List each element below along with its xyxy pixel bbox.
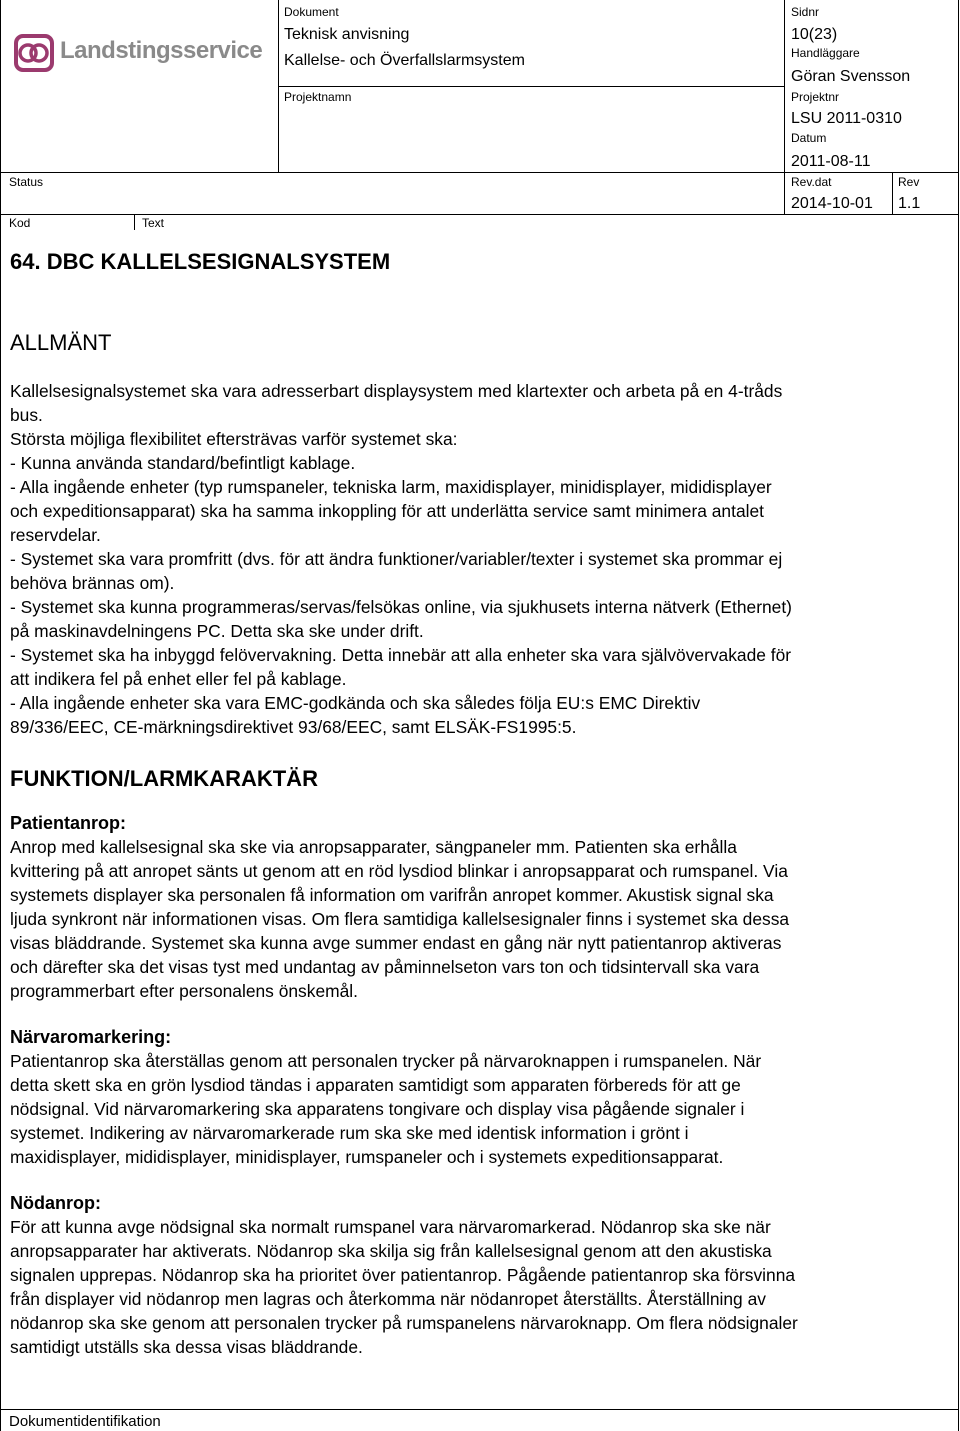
handlaggare-label: Handläggare xyxy=(791,46,860,60)
text-line: kvittering på att anropet sänts ut genom att en röd lysdiod blinkar i anropsapparat och rumspanel. Via xyxy=(10,861,788,881)
sidnr-label: Sidnr xyxy=(791,5,820,19)
text-line: reservdelar. xyxy=(10,525,101,545)
text-line: att indikera fel på enhet eller fel på kablage. xyxy=(10,669,347,689)
text-line: Kallelsesignalsystemet ska vara adresserbart displaysystem med klartexter och arbeta på en 4-tråds xyxy=(10,381,783,401)
projektnr-label: Projektnr xyxy=(791,90,840,104)
dokument-line-1: Teknisk anvisning xyxy=(284,26,410,43)
projektnamn-label: Projektnamn xyxy=(284,90,352,104)
rev-value: 1.1 xyxy=(898,195,921,212)
text-line: 89/336/EEC, CE-märkningsdirektivet 93/68/EEC, samt ELSÄK-FS1995:5. xyxy=(10,717,577,737)
landstingsservice-logo-icon xyxy=(14,34,54,72)
revdat-value: 2014-10-01 xyxy=(791,195,873,212)
rev-label: Rev xyxy=(898,175,920,189)
projektnr-value: LSU 2011-0310 xyxy=(791,110,902,127)
text-line: programmerbart efter personalens önskemål. xyxy=(10,981,358,1001)
logo-text: Landstingsservice xyxy=(60,37,263,64)
text-line: Anrop med kallelsesignal ska ske via anropsapparater, sängpaneler mm. Patienten ska erhålla xyxy=(10,837,737,857)
text-line: Patientanrop ska återställas genom att personalen trycker på närvaroknappen i rumspanelen. När xyxy=(10,1051,762,1071)
footer-label: Dokumentidentifikation xyxy=(9,1413,161,1430)
text-line: - Systemet ska vara promfritt (dvs. för att ändra funktioner/variabler/texter i systemet ska prommar ej xyxy=(10,549,783,569)
status-label: Status xyxy=(9,175,44,189)
text-line: - Systemet ska kunna programmeras/servas/felsökas online, via sjukhusets interna nätverk (Ethernet) xyxy=(10,597,792,617)
text-line: - Alla ingående enheter (typ rumspaneler, tekniska larm, maxidisplayer, minidisplayer, mididisplayer xyxy=(10,477,772,497)
narvaromarkering-paragraph xyxy=(10,1049,950,1169)
text-line: visas bläddrande. Systemet ska kunna avge summer endast en gång när nytt patientanrop aktiveras xyxy=(10,933,782,953)
text-line: systemet. Indikering av närvaromarkerade rum ska ske med identisk information i grönt i xyxy=(10,1123,689,1143)
nodanrop-heading: Nödanrop: xyxy=(10,1193,101,1213)
allmant-heading: ALLMÄNT xyxy=(10,330,112,355)
nodanrop-paragraph xyxy=(10,1215,950,1359)
patientanrop-paragraph xyxy=(10,835,950,1003)
text-line: detta skett ska en grön lysdiod tändas i apparaten samtidigt som apparaten förbereds för att ge xyxy=(10,1075,741,1095)
text-line: och expeditionsapparat) ska ha samma inkoppling för att underlätta service samt minimera antalet xyxy=(10,501,764,521)
text-line: från displayer vid nödanrop men lagras och återkomma när nödanropet återställts. Återställning av xyxy=(10,1289,766,1309)
narvaromarkering-heading: Närvaromarkering: xyxy=(10,1027,172,1047)
frame-bottom xyxy=(0,1409,959,1410)
dokument-label: Dokument xyxy=(284,5,339,19)
text-line: behöva brännas om). xyxy=(10,573,175,593)
text-line: på maskinavdelningens PC. Detta ska ske under drift. xyxy=(10,621,424,641)
document-body xyxy=(10,248,950,1359)
text-line: För att kunna avge nödsignal ska normalt rumspanel vara närvaromarkerad. Nödanrop ska ske när xyxy=(10,1217,771,1237)
allmant-paragraph xyxy=(10,379,950,739)
text-line: nödanrop ska ske genom att personalen trycker på rumspanelens närvaroknapp. Om flera nödsignaler xyxy=(10,1313,798,1333)
kod-label: Kod xyxy=(9,216,31,230)
funktion-heading: FUNKTION/LARMKARAKTÄR xyxy=(10,766,318,791)
dokument-line-2: Kallelse- och Överfallslarmsystem xyxy=(284,52,525,69)
text-line: ljuda synkront när informationen visas. Om flera samtidiga kallelsesignaler finns i systemet ska dessa xyxy=(10,909,790,929)
datum-value: 2011-08-11 xyxy=(791,153,871,170)
text-line: samtidigt utställs ska dessa visas bläddrande. xyxy=(10,1337,363,1357)
datum-label: Datum xyxy=(791,131,827,145)
text-line: nödsignal. Vid närvaromarkering ska apparatens tongivare och display visa pågående signaler i xyxy=(10,1099,745,1119)
text-line: maxidisplayer, mididisplayer, minidisplayer, rumspaneler och i systemets expeditionsapparat. xyxy=(10,1147,724,1167)
text-line: anropsapparater har aktiverats. Nödanrop ska skilja sig från kallelsesignal genom att den akustiska xyxy=(10,1241,772,1261)
text-line: - Alla ingående enheter ska vara EMC-godkända och ska således följa EU:s EMC Direktiv xyxy=(10,693,701,713)
patientanrop-heading: Patientanrop: xyxy=(10,813,127,833)
text-line: och därefter ska det visas tyst med undantag av påminnelseton vars ton och tidsintervall ska vara xyxy=(10,957,760,977)
document-title: 64. DBC KALLELSESIGNALSYSTEM xyxy=(10,249,391,274)
text-line: signalen upprepas. Nödanrop ska ha prioritet över patientanrop. Pågående patientanrop ska försvinna xyxy=(10,1265,796,1285)
text-line: bus. xyxy=(10,405,43,425)
text-line: systemets displayer ska personalen få information om varifrån anropet kommer. Akustisk signal ska xyxy=(10,885,774,905)
revdat-label: Rev.dat xyxy=(791,175,832,189)
logo xyxy=(14,34,264,72)
sidnr-value: 10(23) xyxy=(791,26,838,43)
text-line: - Kunna använda standard/befintligt kablage. xyxy=(10,453,356,473)
text-label: Text xyxy=(142,216,165,230)
text-line: - Systemet ska ha inbyggd felövervakning. Detta innebär att alla enheter ska vara självövervakade för xyxy=(10,645,792,665)
handlaggare-value: Göran Svensson xyxy=(791,68,911,85)
text-line: Största möjliga flexibilitet eftersträvas varför systemet ska: xyxy=(10,429,458,449)
